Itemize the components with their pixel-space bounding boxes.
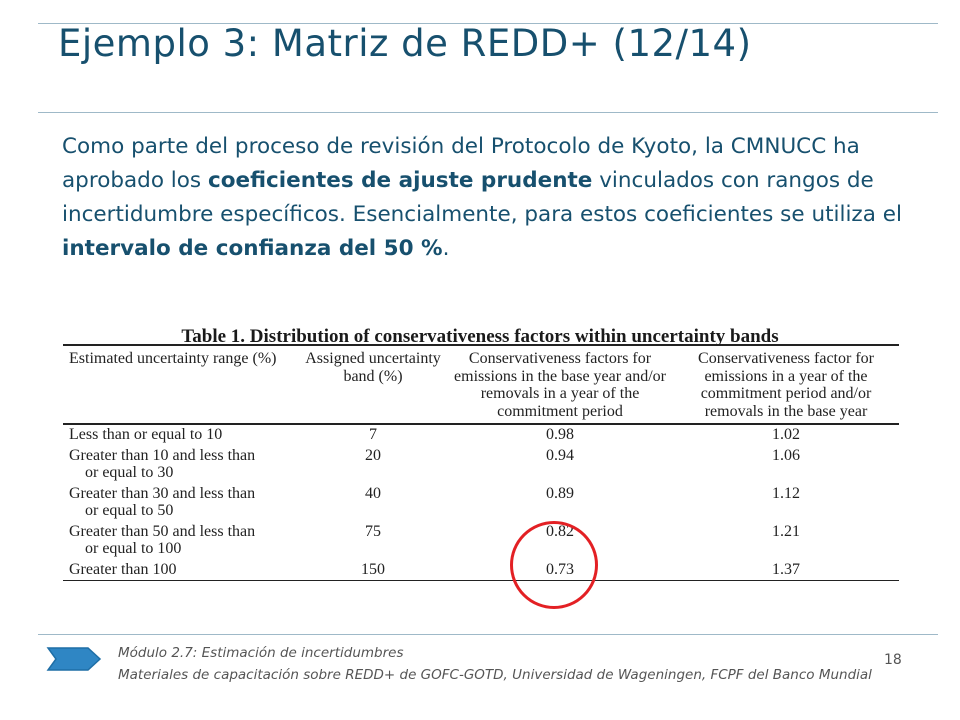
conservativeness-table-wrapper [63, 344, 899, 581]
cell-range-continuation: or equal to 30 [85, 464, 174, 481]
footer-module-label: Módulo 2.7: Estimación de incertidumbres [118, 645, 404, 661]
table-caption: Table 1. Distribution of conservativeness factors within uncertainty bands [181, 326, 779, 347]
page-number: 18 [884, 652, 902, 668]
table-row [63, 560, 899, 581]
cell-range [63, 424, 299, 446]
cell-factor-2: 1.02 [772, 426, 800, 443]
cell-band: 150 [361, 560, 385, 578]
header-uncertainty-range: Estimated uncertainty range (%) [69, 350, 277, 367]
table-row [63, 484, 899, 522]
cell-band: 7 [369, 426, 377, 443]
cell-range-text: Greater than 100 [69, 560, 177, 578]
arrow-chevron-icon [46, 646, 102, 672]
cell-factor-1: 0.98 [546, 426, 574, 443]
footer-rule [38, 634, 938, 635]
footer-credits: Materiales de capacitación sobre REDD+ de GOFC-GOTD, Universidad de Wageningen, FCPF del Banco Mundial [118, 667, 872, 683]
cell-range-text: Less than or equal to 10 [69, 426, 223, 443]
highlight-circle [510, 521, 598, 609]
cell-factor-1: 0.89 [546, 484, 574, 502]
cell-factor-2: 1.12 [772, 484, 800, 502]
title-rule [38, 112, 938, 113]
slide-title: Ejemplo 3: Matriz de REDD+ (12/14) [58, 22, 752, 65]
cell-range [63, 484, 299, 522]
cell-range [63, 560, 299, 581]
table-row [63, 424, 899, 446]
cell-band: 20 [365, 446, 381, 464]
cell-band: 75 [365, 522, 381, 540]
cell-range-continuation: or equal to 50 [85, 502, 174, 519]
cell-factor-1: 0.94 [546, 446, 574, 464]
conservativeness-table [63, 344, 899, 581]
table-header-row [63, 345, 899, 424]
cell-factor-2: 1.21 [772, 522, 800, 540]
body-bold-conservativeness: coeficientes de ajuste prudente [207, 168, 593, 193]
table-row [63, 522, 899, 560]
header-factor-base-year: Conservativeness factors for emissions in the base year and/or removals in a year of the commitment period [454, 350, 666, 420]
cell-range [63, 446, 299, 484]
body-text-part-2: vinculados con rangos de incertidumbre específicos. Esencialmente, para estos coeficientes se utiliza el [62, 168, 902, 227]
cell-range-text: Greater than 50 and less than [69, 522, 256, 540]
cell-range-continuation: or equal to 100 [85, 540, 182, 557]
body-paragraph [62, 130, 902, 266]
cell-band: 40 [365, 484, 381, 502]
cell-factor-1: 0.82 [546, 522, 574, 540]
cell-factor-2: 1.37 [772, 560, 800, 578]
body-bold-confidence-interval: intervalo de confianza del 50 % [62, 236, 443, 261]
header-factor-commitment: Conservativeness factor for emissions in a year of the commitment period and/or removals in the base year [698, 350, 874, 420]
header-assigned-band: Assigned uncertainty band (%) [305, 350, 441, 385]
table-row [63, 446, 899, 484]
cell-factor-1: 0.73 [546, 560, 574, 578]
cell-factor-2: 1.06 [772, 446, 800, 464]
cell-range-text: Greater than 30 and less than [69, 484, 256, 502]
cell-range [63, 522, 299, 560]
body-text-part-1: Como parte del proceso de revisión del Protocolo de Kyoto, la CMNUCC ha aprobado los [62, 134, 860, 193]
body-text-part-3: . [442, 236, 450, 261]
cell-range-text: Greater than 10 and less than [69, 446, 256, 464]
